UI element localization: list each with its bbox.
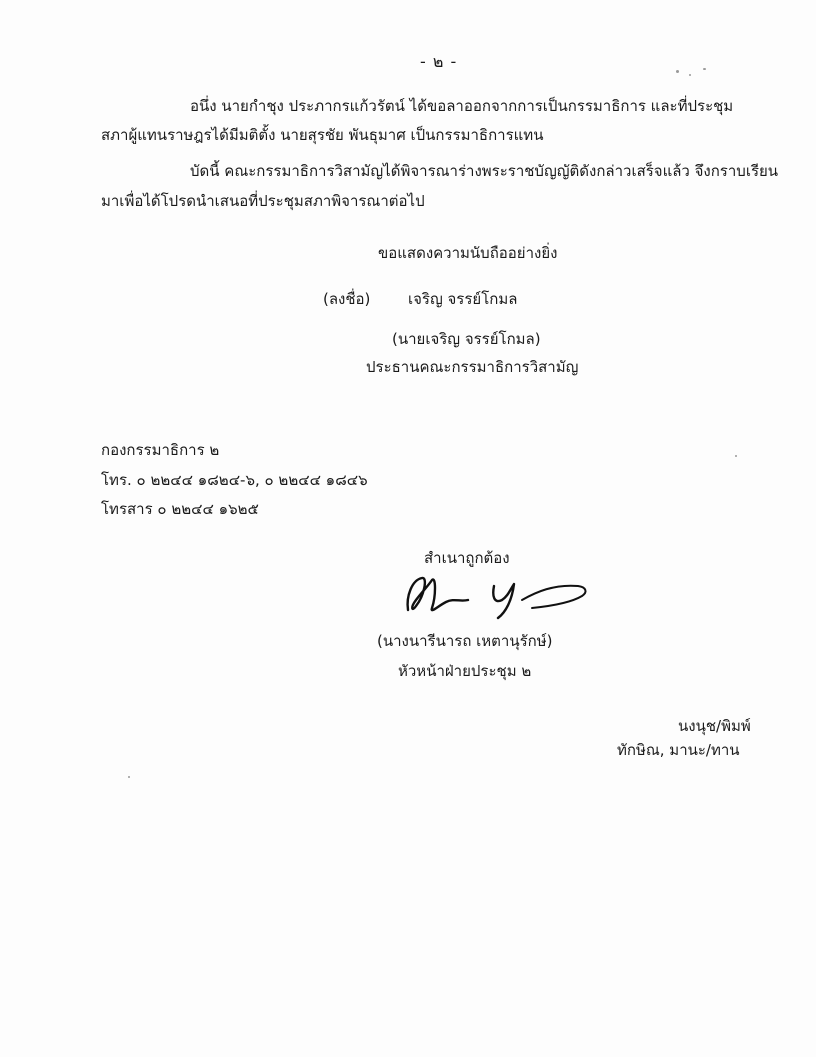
closing-phrase: ขอแสดงความนับถืออย่างยิ่ง xyxy=(378,244,558,262)
paragraph-2-line-1: บัดนี้ คณะกรรมาธิการวิสามัญได้พิจารณาร่างพระราชบัญญัติดังกล่าวเสร็จแล้ว จึงกราบเรียน xyxy=(190,162,779,180)
signer-title: ประธานคณะกรรมาธิการวิสามัญ xyxy=(366,358,579,376)
certifier-title: หัวหน้าฝ่ายประชุม ๒ xyxy=(398,662,532,680)
scan-speck xyxy=(689,74,691,76)
certified-copy-label: สำเนาถูกต้อง xyxy=(424,549,510,567)
paragraph-2-line-2: มาเพื่อได้โปรดนำเสนอที่ประชุมสภาพิจารณาต่อไป xyxy=(101,192,425,210)
department: กองกรรมาธิการ ๒ xyxy=(101,441,220,459)
checker-credit: ทักษิณ, มานะ/ทาน xyxy=(617,741,740,759)
scan-speck xyxy=(703,68,706,70)
scan-speck xyxy=(735,455,737,457)
paragraph-1-line-1: อนึ่ง นายกำชุง ประภากรแก้วรัตน์ ได้ขอลาออกจากการเป็นกรรมาธิการ และที่ประชุม xyxy=(190,97,734,115)
scan-speck xyxy=(128,776,130,778)
telephone: โทร. ๐ ๒๒๔๔ ๑๘๒๔-๖, ๐ ๒๒๔๔ ๑๘๔๖ xyxy=(101,471,368,489)
page-number: - ๒ - xyxy=(420,52,458,71)
signer-full-name: (นายเจริญ จรรย์โกมล) xyxy=(392,330,541,348)
fax-number: โทรสาร ๐ ๒๒๔๔ ๑๖๒๕ xyxy=(101,500,259,518)
certifier-name: (นางนารีนารถ เหตานุรักษ์) xyxy=(377,632,553,650)
signer-name: เจริญ จรรย์โกมล xyxy=(408,290,518,308)
handwritten-signature-image xyxy=(402,566,592,622)
typist-credit: นงนุช/พิมพ์ xyxy=(678,717,751,735)
paragraph-1-line-2: สภาผู้แทนราษฎรได้มีมติตั้ง นายสุรชัย พันธุมาศ เป็นกรรมาธิการแทน xyxy=(101,126,544,144)
signature-prefix: (ลงชื่อ) xyxy=(323,290,371,308)
scan-speck xyxy=(676,70,679,73)
